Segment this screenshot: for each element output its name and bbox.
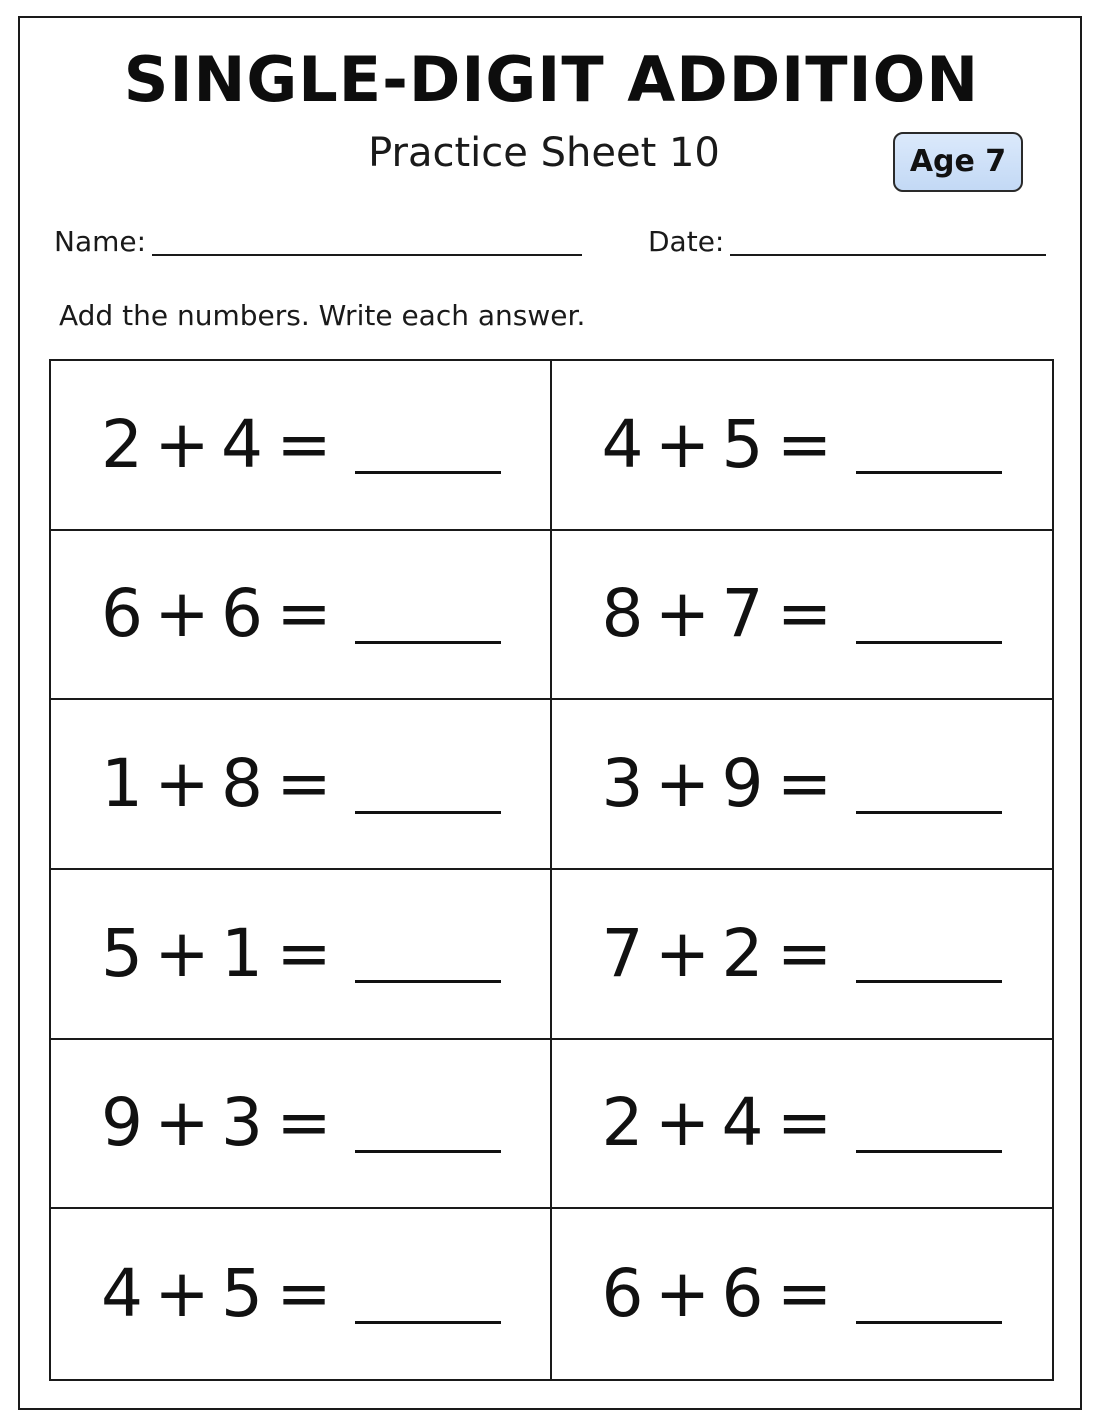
equals-sign: = (776, 1084, 833, 1162)
addend-a: 5 (101, 914, 143, 992)
worksheet-title: SINGLE-DIGIT ADDITION (123, 43, 980, 116)
plus-sign: + (654, 1084, 711, 1162)
problem-cell (51, 700, 552, 870)
addend-b: 6 (721, 1255, 764, 1333)
problem-cell (51, 1209, 552, 1379)
plus-sign: + (154, 745, 210, 823)
plus-sign: + (154, 1084, 210, 1162)
problem-cell (552, 361, 1053, 531)
problem-equation (598, 1254, 1002, 1334)
problem-cell (51, 870, 552, 1040)
plus-sign: + (154, 1255, 210, 1333)
addend-b: 1 (221, 914, 263, 992)
plus-sign: + (154, 575, 210, 653)
addend-a: 6 (601, 1255, 644, 1333)
addend-b: 5 (721, 405, 764, 483)
equals-sign: = (276, 405, 332, 483)
answer-blank[interactable] (355, 924, 501, 983)
problem-equation (97, 744, 501, 824)
date-field[interactable] (730, 254, 1046, 256)
plus-sign: + (654, 914, 711, 992)
problem-equation (97, 1083, 501, 1163)
worksheet-subtitle: Practice Sheet 10 (368, 130, 720, 176)
answer-blank[interactable] (355, 755, 501, 814)
addend-a: 8 (601, 575, 644, 653)
plus-sign: + (654, 745, 711, 823)
problem-grid (49, 359, 1054, 1381)
problem-equation (598, 405, 1002, 485)
age-badge: Age 7 (893, 132, 1023, 192)
addend-a: 2 (101, 405, 143, 483)
instructions-text: Add the numbers. Write each answer. (59, 299, 586, 332)
problem-equation (97, 914, 501, 994)
plus-sign: + (654, 1255, 711, 1333)
answer-blank[interactable] (355, 1265, 501, 1324)
problem-cell (552, 870, 1053, 1040)
problem-equation (97, 574, 501, 654)
addend-b: 3 (221, 1084, 263, 1162)
addend-a: 7 (601, 914, 644, 992)
problem-equation (97, 1254, 501, 1334)
addend-b: 8 (221, 745, 263, 823)
equals-sign: = (776, 575, 833, 653)
plus-sign: + (154, 914, 210, 992)
equals-sign: = (276, 575, 332, 653)
addend-b: 4 (221, 405, 263, 483)
equals-sign: = (276, 1255, 332, 1333)
equals-sign: = (276, 745, 332, 823)
answer-blank[interactable] (856, 585, 1002, 644)
addend-b: 6 (221, 575, 263, 653)
answer-blank[interactable] (856, 755, 1002, 814)
plus-sign: + (154, 405, 210, 483)
problem-cell (51, 361, 552, 531)
name-field[interactable] (152, 254, 582, 256)
addend-a: 9 (101, 1084, 143, 1162)
plus-sign: + (654, 575, 711, 653)
answer-blank[interactable] (355, 585, 501, 644)
problem-cell (552, 700, 1053, 870)
plus-sign: + (654, 405, 711, 483)
answer-blank[interactable] (856, 924, 1002, 983)
addend-b: 9 (721, 745, 764, 823)
answer-blank[interactable] (856, 415, 1002, 474)
answer-blank[interactable] (355, 415, 501, 474)
addend-a: 3 (601, 745, 644, 823)
equals-sign: = (276, 914, 332, 992)
addend-b: 4 (721, 1084, 764, 1162)
problem-cell (552, 1040, 1053, 1210)
problem-cell (51, 531, 552, 701)
problem-cell (552, 531, 1053, 701)
date-label: Date: (648, 225, 725, 258)
answer-blank[interactable] (355, 1094, 501, 1153)
answer-blank[interactable] (856, 1094, 1002, 1153)
problem-equation (97, 405, 501, 485)
addend-a: 4 (101, 1255, 143, 1333)
equals-sign: = (776, 405, 833, 483)
name-label: Name: (54, 225, 147, 258)
problem-equation (598, 744, 1002, 824)
addend-b: 7 (721, 575, 764, 653)
problem-cell (51, 1040, 552, 1210)
problem-equation (598, 1083, 1002, 1163)
problem-cell (552, 1209, 1053, 1379)
addend-a: 4 (601, 405, 644, 483)
addend-a: 6 (101, 575, 143, 653)
equals-sign: = (776, 1255, 833, 1333)
addend-b: 2 (721, 914, 764, 992)
equals-sign: = (276, 1084, 332, 1162)
problem-equation (598, 914, 1002, 994)
addend-b: 5 (221, 1255, 263, 1333)
addend-a: 2 (601, 1084, 644, 1162)
equals-sign: = (776, 745, 833, 823)
problem-equation (598, 574, 1002, 654)
addend-a: 1 (101, 745, 143, 823)
answer-blank[interactable] (856, 1265, 1002, 1324)
equals-sign: = (776, 914, 833, 992)
